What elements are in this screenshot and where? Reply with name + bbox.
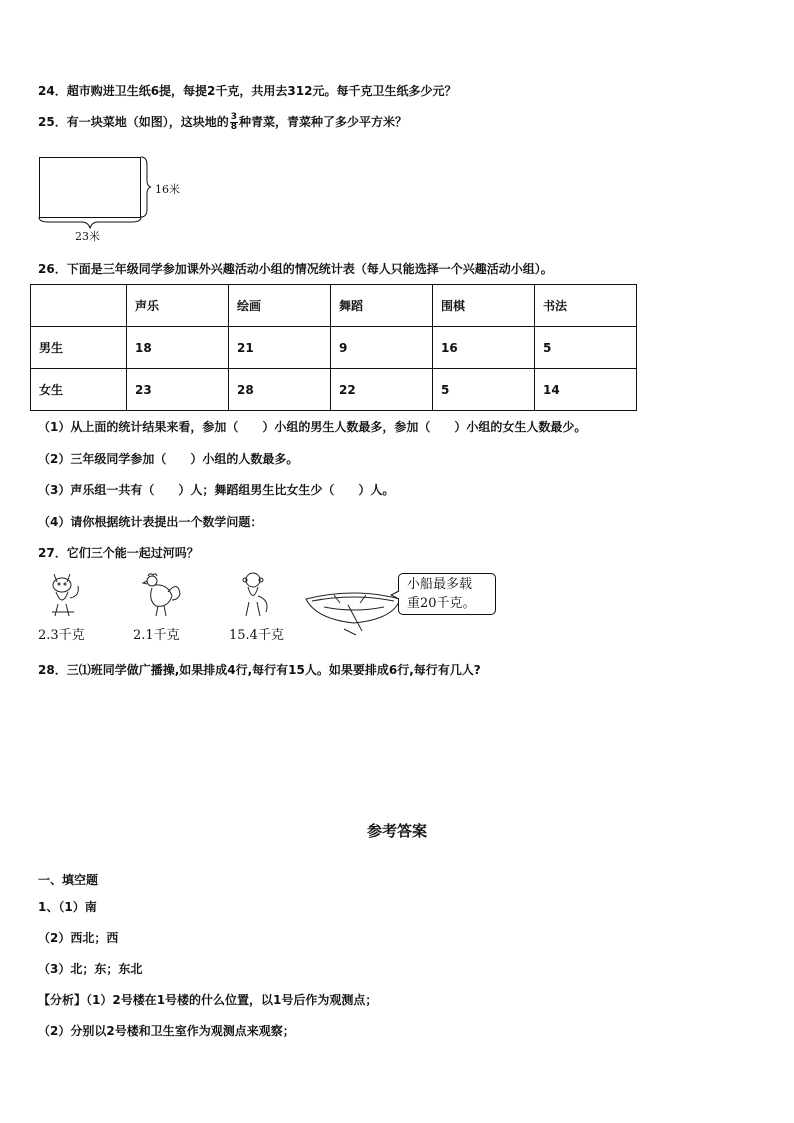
monkey-weight: 15.4千克 — [229, 628, 284, 643]
table-cell: 男生 — [31, 327, 127, 369]
monkey-icon — [236, 570, 276, 620]
question-25-text-before: 25．有一块菜地（如图），这块地的 — [38, 115, 229, 129]
table-row — [31, 369, 637, 411]
right-brace-icon — [139, 155, 153, 219]
question-28: 28．三⑴班同学做广播操,如果排成4行,每行有15人。如果要排成6行,每行有几人? — [38, 663, 481, 677]
rowboat-icon — [304, 585, 404, 637]
width-label: 23米 — [75, 230, 100, 243]
speech-bubble-tail-icon — [390, 590, 400, 600]
table-cell: 16 — [433, 327, 535, 369]
rooster-weight: 2.1千克 — [133, 628, 180, 643]
analysis-line-2: （2）分别以2号楼和卫生室作为观测点来观察； — [38, 1024, 295, 1038]
table-cell: 舞蹈 — [331, 285, 433, 327]
fraction-denominator: 8 — [230, 122, 237, 132]
question-26-part-4: （4）请你根据统计表提出一个数学问题： — [38, 515, 263, 529]
table-cell: 绘画 — [229, 285, 331, 327]
table-cell: 18 — [127, 327, 229, 369]
rooster-icon — [138, 570, 184, 620]
question-26: 26．下面是三年级同学参加课外兴趣活动小组的情况统计表（每人只能选择一个兴趣活动小组）。 — [38, 262, 553, 276]
cat-icon — [44, 568, 86, 620]
question-26-part-3: （3）声乐组一共有（ ）人；舞蹈组男生比女生少（ ）人。 — [38, 483, 395, 497]
section-heading: 一、填空题 — [38, 873, 99, 887]
answer-1-part-2: （2）西北；西 — [38, 931, 119, 945]
question-26-part-2: （2）三年级同学参加（ ）小组的人数最多。 — [38, 452, 299, 466]
question-24: 24．超市购进卫生纸6提，每提2千克，共用去312元。每千克卫生纸多少元？ — [38, 84, 457, 98]
table-cell: 14 — [535, 369, 637, 411]
statistics-table — [30, 284, 637, 411]
table-cell — [31, 285, 127, 327]
table-cell: 书法 — [535, 285, 637, 327]
fraction-numerator: 3 — [230, 112, 237, 122]
answer-1-part-1: 1、（1）南 — [38, 900, 97, 914]
table-cell: 围棋 — [433, 285, 535, 327]
bubble-line-2: 重20千克。 — [407, 596, 476, 611]
table-cell: 21 — [229, 327, 331, 369]
question-27: 27．它们三个能一起过河吗？ — [38, 546, 199, 560]
bubble-line-1: 小船最多载 — [407, 577, 473, 592]
table-header-row — [31, 285, 637, 327]
table-cell: 5 — [535, 327, 637, 369]
speech-bubble — [398, 573, 496, 615]
answer-1-part-3: （3）北；东；东北 — [38, 962, 143, 976]
table-cell: 5 — [433, 369, 535, 411]
answers-title: 参考答案 — [366, 822, 427, 840]
fraction — [230, 113, 238, 132]
table-cell: 28 — [229, 369, 331, 411]
question-26-part-1: （1）从上面的统计结果来看，参加（ ）小组的男生人数最多，参加（ ）小组的女生人数最少。 — [38, 420, 587, 434]
question-25 — [38, 113, 407, 132]
table-cell: 22 — [331, 369, 433, 411]
table-row — [31, 327, 637, 369]
analysis-line-1: 【分析】（1）2号楼在1号楼的什么位置，以1号后作为观测点； — [38, 993, 378, 1007]
cat-weight: 2.3千克 — [38, 628, 85, 643]
table-cell: 女生 — [31, 369, 127, 411]
table-cell: 23 — [127, 369, 229, 411]
question-25-text-after: 种青菜，青菜种了多少平方米？ — [238, 115, 407, 129]
vegetable-field-rectangle — [39, 157, 141, 218]
table-cell: 9 — [331, 327, 433, 369]
table-cell: 声乐 — [127, 285, 229, 327]
height-label: 16米 — [155, 183, 180, 196]
